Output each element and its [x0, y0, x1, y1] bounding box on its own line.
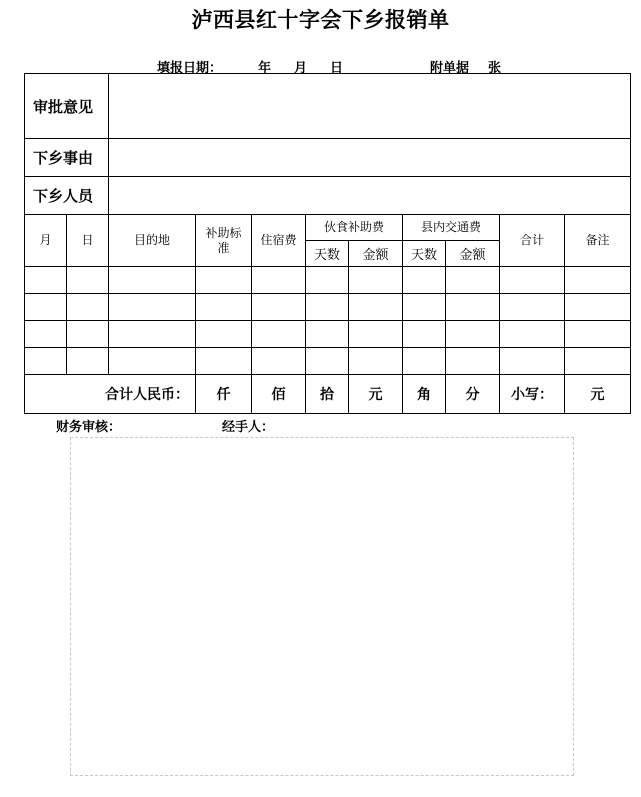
- cell[interactable]: [252, 267, 306, 294]
- hundred-label: 佰: [252, 375, 306, 414]
- ten-label: 拾: [306, 375, 349, 414]
- col-month: 月: [25, 215, 67, 267]
- rmb-total-label: 合计人民币：: [25, 375, 196, 414]
- trip-reason-label: 下乡事由: [25, 139, 109, 177]
- cell[interactable]: [25, 321, 67, 348]
- lowercase-label: 小写：: [500, 375, 565, 414]
- attachments-unit: 张: [488, 61, 502, 76]
- cell[interactable]: [403, 267, 446, 294]
- reimbursement-table: [24, 73, 631, 414]
- cell[interactable]: [196, 294, 252, 321]
- cell[interactable]: [403, 321, 446, 348]
- cell[interactable]: [565, 348, 631, 375]
- yuan-label: 元: [349, 375, 403, 414]
- cell[interactable]: [349, 321, 403, 348]
- cell[interactable]: [67, 321, 109, 348]
- cell[interactable]: [25, 267, 67, 294]
- trip-reason-field[interactable]: [109, 139, 631, 177]
- handler-label: 经手人：: [222, 420, 275, 435]
- trip-personnel-field[interactable]: [109, 177, 631, 215]
- col-subsidy-standard: 补助标准: [196, 215, 252, 267]
- cell[interactable]: [446, 294, 500, 321]
- cell[interactable]: [196, 348, 252, 375]
- table-row: [25, 294, 631, 321]
- col-remarks: 备注: [565, 215, 631, 267]
- cell[interactable]: [446, 321, 500, 348]
- cell[interactable]: [196, 321, 252, 348]
- cell[interactable]: [500, 267, 565, 294]
- fill-date-label: 填报日期：: [157, 61, 223, 76]
- cell[interactable]: [252, 348, 306, 375]
- cell[interactable]: [252, 321, 306, 348]
- cell[interactable]: [109, 321, 196, 348]
- table-row: [25, 348, 631, 375]
- form-title: 泸西县红十字会下乡报销单: [191, 7, 450, 32]
- cell[interactable]: [565, 267, 631, 294]
- fen-label: 分: [446, 375, 500, 414]
- cell[interactable]: [196, 267, 252, 294]
- col-meal-days: 天数: [306, 241, 349, 267]
- cell[interactable]: [349, 267, 403, 294]
- col-destination: 目的地: [109, 215, 196, 267]
- cell[interactable]: [403, 294, 446, 321]
- day-label: 日: [330, 61, 344, 76]
- cell[interactable]: [25, 348, 67, 375]
- col-transport-amount: 金额: [446, 241, 500, 267]
- cell[interactable]: [349, 294, 403, 321]
- cell[interactable]: [403, 348, 446, 375]
- col-total: 合计: [500, 215, 565, 267]
- cell[interactable]: [67, 267, 109, 294]
- col-lodging-fee: 住宿费: [252, 215, 306, 267]
- table-row: [25, 267, 631, 294]
- cell[interactable]: [252, 294, 306, 321]
- thousand-label: 仟: [196, 375, 252, 414]
- cell[interactable]: [306, 267, 349, 294]
- approval-opinion-label: 审批意见: [25, 74, 109, 139]
- col-county-transport: 县内交通费: [403, 215, 500, 241]
- cell[interactable]: [306, 294, 349, 321]
- cell[interactable]: [306, 348, 349, 375]
- cell[interactable]: [446, 267, 500, 294]
- col-meal-amount: 金额: [349, 241, 403, 267]
- cell[interactable]: [109, 294, 196, 321]
- attachments-label: 附单据: [430, 61, 470, 76]
- finance-review-label: 财务审核：: [56, 420, 122, 435]
- attachment-paste-area: [70, 437, 574, 776]
- year-label: 年: [258, 61, 272, 76]
- approval-opinion-field[interactable]: [109, 74, 631, 139]
- summary-row: [25, 375, 631, 414]
- jiao-label: 角: [403, 375, 446, 414]
- cell[interactable]: [25, 294, 67, 321]
- cell[interactable]: [500, 348, 565, 375]
- trip-personnel-label: 下乡人员: [25, 177, 109, 215]
- col-meal-subsidy: 伙食补助费: [306, 215, 403, 241]
- month-label: 月: [294, 61, 308, 76]
- cell[interactable]: [565, 294, 631, 321]
- cell[interactable]: [306, 321, 349, 348]
- col-day: 日: [67, 215, 109, 267]
- table-row: [25, 321, 631, 348]
- cell[interactable]: [349, 348, 403, 375]
- cell[interactable]: [446, 348, 500, 375]
- cell[interactable]: [565, 321, 631, 348]
- cell[interactable]: [67, 294, 109, 321]
- cell[interactable]: [500, 294, 565, 321]
- cell[interactable]: [109, 267, 196, 294]
- cell[interactable]: [500, 321, 565, 348]
- cell[interactable]: [109, 348, 196, 375]
- col-transport-days: 天数: [403, 241, 446, 267]
- lowercase-yuan-label: 元: [565, 375, 631, 414]
- cell[interactable]: [67, 348, 109, 375]
